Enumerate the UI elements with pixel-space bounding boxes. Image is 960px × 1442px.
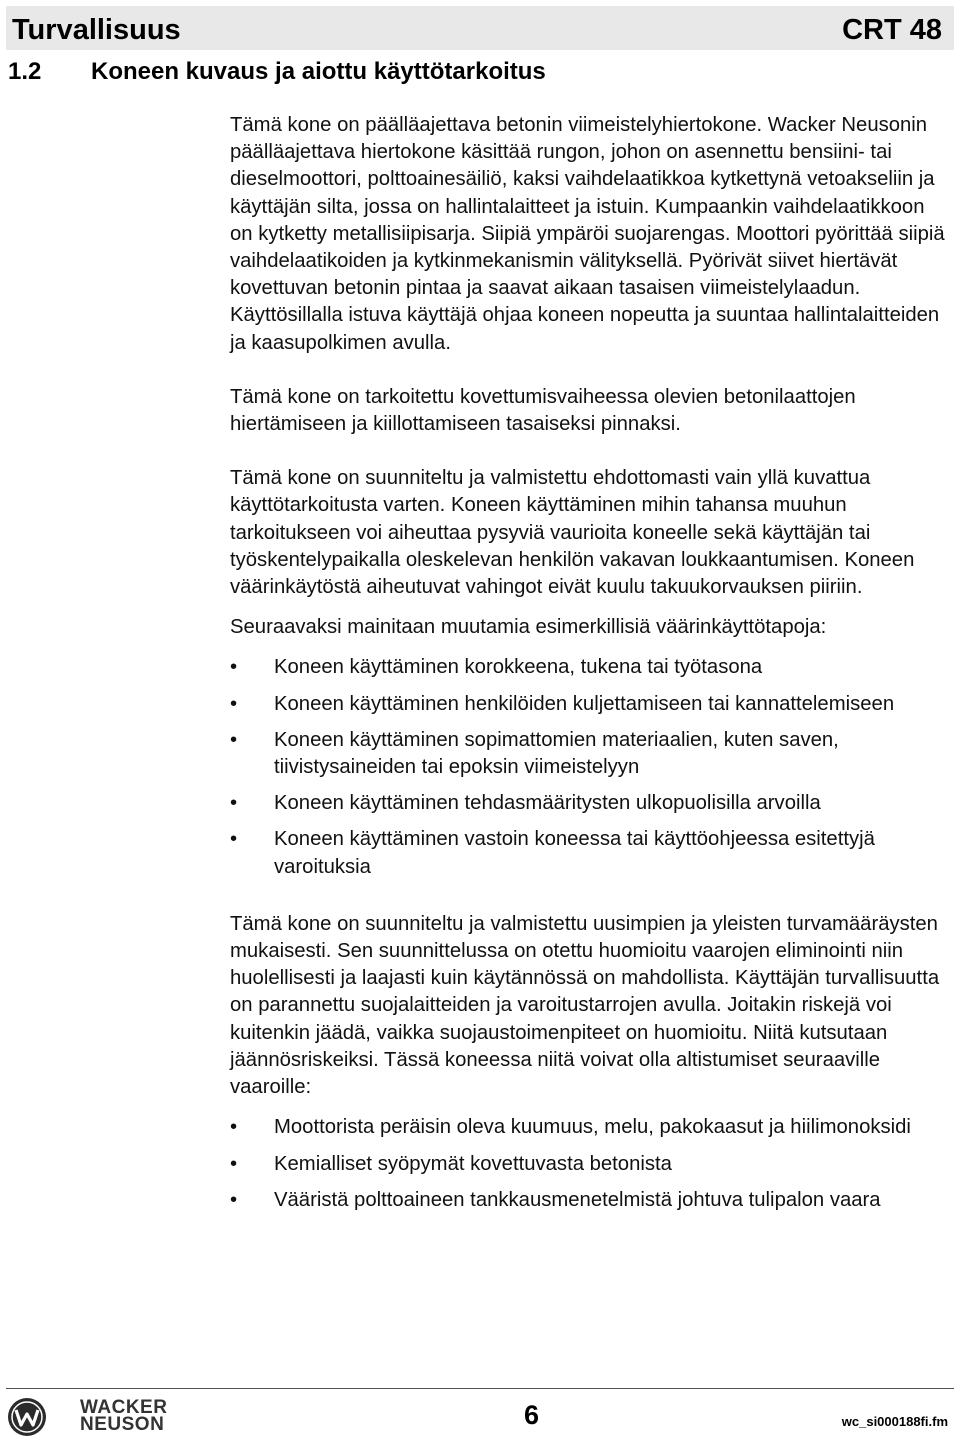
- bullet-icon: •: [230, 828, 238, 851]
- page-title: Turvallisuus: [12, 14, 181, 46]
- body-content: [230, 112, 950, 1214]
- list-item: • Vääristä polttoaineen tankkausmenetelmistä johtuva tulipalon vaara: [230, 1187, 950, 1214]
- file-name: wc_si000188fi.fm: [841, 1414, 948, 1429]
- bullet-icon: •: [230, 1188, 238, 1211]
- paragraph-residual-risk: Tämä kone on suunniteltu ja valmistettu uusimpien ja yleisten turvamääräysten mukaisesti. Sen suunnittelussa on otettu huomioitu vaarojen eliminointi niin huolellisesti ja laajasti kuin käytännössä on mahdollista. Käyttäjän turvallisuutta on parannettu suojalaitteiden ja varoitustarrojen avulla. Joitakin riskejä voi kuitenkin jäädä, vaikka suojaustoimenpiteet on huomioitu. Niitä kutsutaan jäännösriskeiksi. Tässä koneessa niitä voivat olla altistumiset seuraaville vaaroille:: [230, 912, 940, 1099]
- list-item: • Koneen käyttäminen korokkeena, tukena tai työtasona: [230, 654, 950, 681]
- paragraph-intended-use: Tämä kone on tarkoitettu kovettumisvaiheessa olevien betonilaattojen hiertämiseen ja kiillottamiseen tasaiseksi pinnaksi.: [230, 385, 856, 436]
- bullet-icon: •: [230, 1116, 238, 1139]
- list-item: • Kemialliset syöpymät kovettuvasta betonista: [230, 1151, 950, 1178]
- section-heading: [8, 58, 546, 86]
- hazard-list: [230, 1114, 950, 1214]
- list-item: • Koneen käyttäminen vastoin koneessa tai käyttöohjeessa esitettyjä varoituksia: [230, 828, 875, 878]
- logo-wordmark: WACKER NEUSON: [80, 1397, 168, 1435]
- paragraph-restriction: Tämä kone on suunniteltu ja valmistettu ehdottomasti vain yllä kuvattua käyttötarkoitusta varten. Koneen käyttäminen mihin tahansa muuhun tarkoitukseen voi aiheuttaa pysyviä vaurioita koneelle sekä käyttäjän tai työskentelypaikalla oleskelevan henkilön vakavan loukkaantumisen. Koneen väärinkäytöstä aiheutuvat vahingot eivät kuulu takuukorvauksen piiriin.: [230, 467, 915, 599]
- header-bar: [6, 6, 954, 50]
- paragraph-description: Tämä kone on päälläajettava betonin viimeistelyhiertokone. Wacker Neusonin päälläajettava hiertokone käsittää rungon, johon on asennettu bensiini- tai dieselmoottori, polttoainesäiliö, kaksi vaihdelaatikkoa kytkettynä vetoakseliin ja käyttäjän silta, jossa on hallintalaitteet ja istuin. Kumpaankin vaihdelaatikkoon on kytketty metallisiipisarja. Siipiä ympäröi suojarengas. Moottori pyörittää siipiä vaihdelaatikoiden ja kytkinmekanismin välityksellä. Pyörivät siivet hiertävät kovettuvan betonin pintaa ja saavat aikaan tasaisen viimeistelylaadun. Käyttösillalla istuva käyttäjä ohjaa koneen nopeutta ja suuntaa hallintalaitteiden ja kaasupolkimen avulla.: [230, 114, 945, 354]
- list-item: • Moottorista peräisin oleva kuumuus, melu, pakokaasut ja hiilimonoksidi: [230, 1114, 950, 1141]
- footer-divider: [6, 1388, 954, 1389]
- section-number: 1.2: [8, 58, 42, 85]
- misuse-list: [230, 654, 950, 880]
- paragraph-misuse-intro: Seuraavaksi mainitaan muutamia esimerkillisiä väärinkäyttötapoja:: [230, 616, 827, 639]
- list-item: • Koneen käyttäminen tehdasmääritysten ulkopuolisilla arvoilla: [230, 790, 950, 817]
- bullet-icon: •: [230, 792, 238, 815]
- bullet-icon: •: [230, 1152, 238, 1175]
- section-title: Koneen kuvaus ja aiottu käyttötarkoitus: [91, 58, 546, 85]
- list-item: • Koneen käyttäminen sopimattomien materiaalien, kuten saven, tiivistysaineiden tai epoksin viimeistelyyn: [230, 728, 839, 779]
- wacker-neuson-w-logo-icon: [8, 1398, 46, 1436]
- list-item: • Koneen käyttäminen henkilöiden kuljettamiseen tai kannattelemiseen: [230, 691, 950, 718]
- model-code: CRT 48: [842, 14, 942, 46]
- bullet-icon: •: [230, 656, 238, 679]
- w-logo-icon: [8, 1398, 46, 1436]
- bullet-icon: •: [230, 728, 238, 751]
- bullet-icon: •: [230, 692, 238, 715]
- page-number: 6: [524, 1400, 540, 1430]
- brand-logo: [8, 1398, 198, 1438]
